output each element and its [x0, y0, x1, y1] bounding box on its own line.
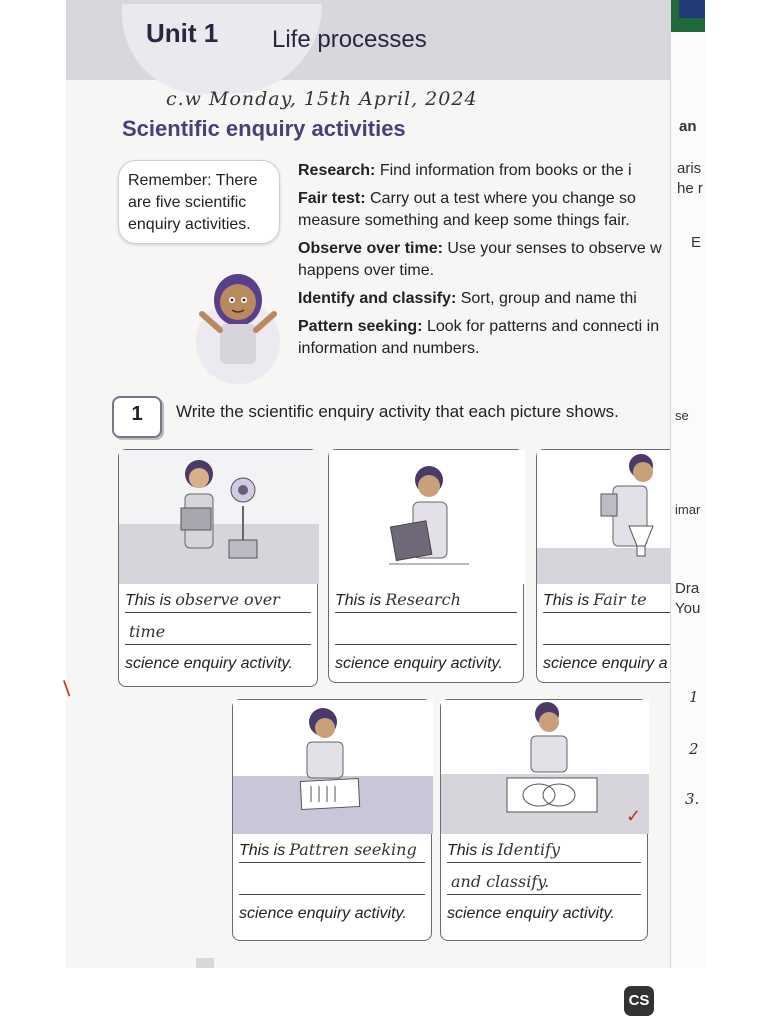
card-footer: science enquiry activity.	[335, 655, 503, 672]
activities-list	[298, 160, 678, 366]
answer-card	[328, 449, 524, 683]
neighbor-text: imar	[675, 502, 701, 517]
neighbor-text: 1	[689, 688, 699, 706]
card-illustration	[329, 450, 523, 584]
card-footer: science enquiry a	[543, 655, 668, 672]
activity-pattern: Pattern seeking: Look for patterns and connecti in information and numbers.	[298, 318, 660, 357]
answer-line[interactable]: This is Identify	[447, 840, 641, 863]
red-tick-mark: /	[57, 676, 77, 701]
answer-line[interactable]: This is Pattren seeking	[239, 840, 425, 863]
neighbor-text: an	[679, 118, 697, 135]
answer-card	[440, 699, 648, 941]
card-footer: science enquiry activity.	[447, 905, 615, 922]
neighbor-text: 2	[689, 740, 699, 758]
activity-identify: Identify and classify: Sort, group and name thi	[298, 290, 637, 307]
neighbor-text: aris	[677, 160, 702, 177]
book-corner-blue	[679, 0, 705, 18]
neighbor-text: E	[691, 234, 702, 251]
gutter-mark	[196, 958, 214, 968]
handwritten-date: c.w Monday, 15th April, 2024	[166, 88, 478, 110]
neighbor-text: he r	[677, 180, 703, 197]
neighbor-text: You	[675, 600, 701, 617]
neighbor-text: se	[675, 408, 689, 423]
answer-line-2[interactable]: and classify.	[447, 872, 641, 895]
card-illustration	[119, 450, 317, 584]
answer-line[interactable]: This is Fair te	[543, 590, 689, 613]
question-text: Write the scientific enquiry activity that each picture shows.	[176, 402, 619, 421]
activity-observe: Observe over time: Use your senses to observe w happens over time.	[298, 240, 662, 279]
neighbor-text: Dra	[675, 580, 700, 597]
answer-line-2[interactable]: time	[125, 622, 311, 645]
card-footer: science enquiry activity.	[239, 905, 407, 922]
question-number-badge: 1	[112, 396, 162, 438]
answer-card	[232, 699, 432, 941]
activity-fair-test: Fair test: Carry out a test where you change so measure something and keep some things fair.	[298, 190, 636, 229]
unit-title: Life processes	[272, 26, 427, 53]
neighbor-page-edge	[670, 0, 705, 968]
answer-line-2[interactable]	[239, 872, 425, 895]
unit-label: Unit 1	[146, 18, 219, 48]
bubble-text: Remember: There are five scientific enquiry activities.	[128, 172, 258, 233]
card-illustration	[233, 700, 431, 834]
red-check-mark: ✓	[626, 806, 642, 826]
card-illustration	[441, 700, 647, 834]
answer-card	[118, 449, 318, 687]
answer-line-2[interactable]	[335, 622, 517, 645]
girl-illustration	[192, 262, 284, 380]
answer-line[interactable]: This is observe over	[125, 590, 311, 613]
card-footer: science enquiry activity.	[125, 655, 293, 672]
answer-line-2[interactable]	[543, 622, 689, 645]
activity-research: Research: Find information from books or the i	[298, 162, 632, 179]
answer-line[interactable]: This is Research	[335, 590, 517, 613]
section-title: Scientific enquiry activities	[122, 116, 406, 141]
neighbor-text: 3.	[685, 790, 700, 808]
scanner-logo-icon: CS	[624, 986, 654, 1016]
workbook-page	[57, 0, 672, 968]
